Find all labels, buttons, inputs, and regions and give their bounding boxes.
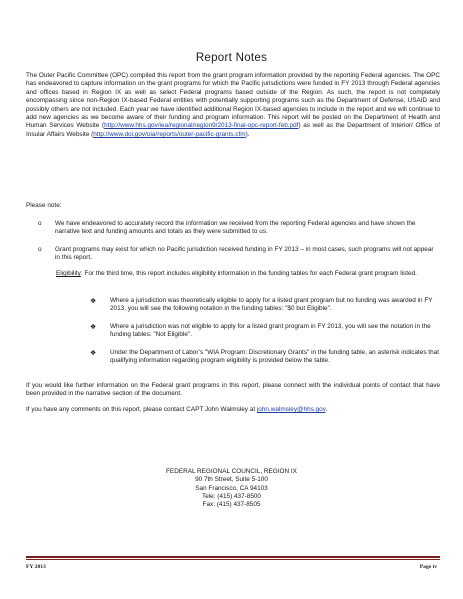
please-note-heading: Please note: [26,202,62,209]
eligibility-text: : For the third time, this report includes eligibility information in the funding tables for each Federal grant program listed. [80,270,417,277]
comments-paragraph [26,406,440,414]
footer-page-number: Page iv [419,564,437,570]
footer-rule-thick [26,556,440,558]
comments-end: . [325,406,328,413]
page-title: Report Notes [195,52,268,64]
footer-rule-thin [26,559,440,560]
contact-fax: Fax: (415) 437-8505 [202,501,261,509]
hhs-report-link[interactable]: http://www.hhs.gov/iea/regional/region9/2013-final-opc-report-feb.pdf [104,122,299,130]
contact-tele: Tele: (415) 437-8500 [202,492,261,500]
eligibility-sub-bullet-wia: Under the Department of Labor’s "WIA Program: Discretionary Grants" in the funding table, an asterisk indicates that qualifying information regarding program eligibility is provided below the table. [110,349,439,365]
intro-text-1: The Outer Pacific Committee (OPC) compiled this report from the grant program information provided by the reporting Federal agencies. The OPC has endeavored to capture information on the grant programs for which the Pacific jurisdictions were funded in FY 2013 through Federal agencies and offices based in Region IX as well as select Federal programs based outside of the Region. As such, the report is not completely encompassing since non-Region IX-based Federal entities with potentially supporting programs such as the Department of Defense, USAID and possibly others are not included. Each year we have identified additional Region IX-based agencies to include in the report and we will continue to add new agencies as we become aware of their funding and program information. This report will be posted on the Department of Health and Human Services Website ( [26,72,440,130]
intro-text-3: ). [245,130,250,138]
intro-text-2: ) as well as the Department of Interior/ Office of Insular Affairs Website ( [26,122,440,138]
bullet-marker: o [38,246,42,253]
diamond-bullet-icon: ❖ [90,324,97,331]
diamond-bullet-icon: ❖ [90,350,97,357]
contact-city: San Francisco, CA 94103 [195,484,268,492]
eligibility-paragraph [56,270,440,278]
eligibility-label: Eligibility [56,270,81,277]
note-bullet-unfunded: Grant programs may exist for which no Pacific jurisdiction received funding in FY 2013 – in most cases, such programs will not appear in this report. [55,246,434,262]
eligibility-sub-bullet-eligible: Where a jurisdiction was theoretically eligible to apply for a listed grant program but no funding was awarded in FY 2013, you will see the following notation in the funding tables: "$0 but Eligible". [110,297,433,313]
eligibility-sub-bullet-not-eligible: Where a jurisdiction was not eligible to apply for a listed grant program in FY 2013, you will see the notation in the funding tables: "Not Eligible". [110,323,431,339]
contact-street: 90 7th Street, Suite 5-100 [195,476,268,484]
contact-org: FEDERAL REGIONAL COUNCIL, REGION IX [166,468,297,475]
note-bullet-accuracy: We have endeavored to accurately record the information we received from the reporting Federal agencies and have shown the narrative text and funding amounts and totals as they were submitted to us. [55,220,416,236]
bullet-marker: o [38,220,42,227]
further-info-paragraph: If you would like further information on the Federal grant programs in this report, please connect with the individual points of contact that have been provided in the narrative section of the document. [26,382,440,398]
contact-email-link[interactable]: john.walmsley@hhs.gov [256,406,326,413]
intro-paragraph [26,72,440,139]
footer-fiscal-year: FY 2013 [26,564,46,570]
contact-block [0,468,463,509]
diamond-bullet-icon: ❖ [90,298,97,305]
doi-report-link[interactable]: http://www.doi.gov/oia/reports/outer-pacific-grants.cfm [93,130,246,138]
comments-text: If you have any comments on this report, please contact CAPT John Walmsley at [26,406,257,413]
